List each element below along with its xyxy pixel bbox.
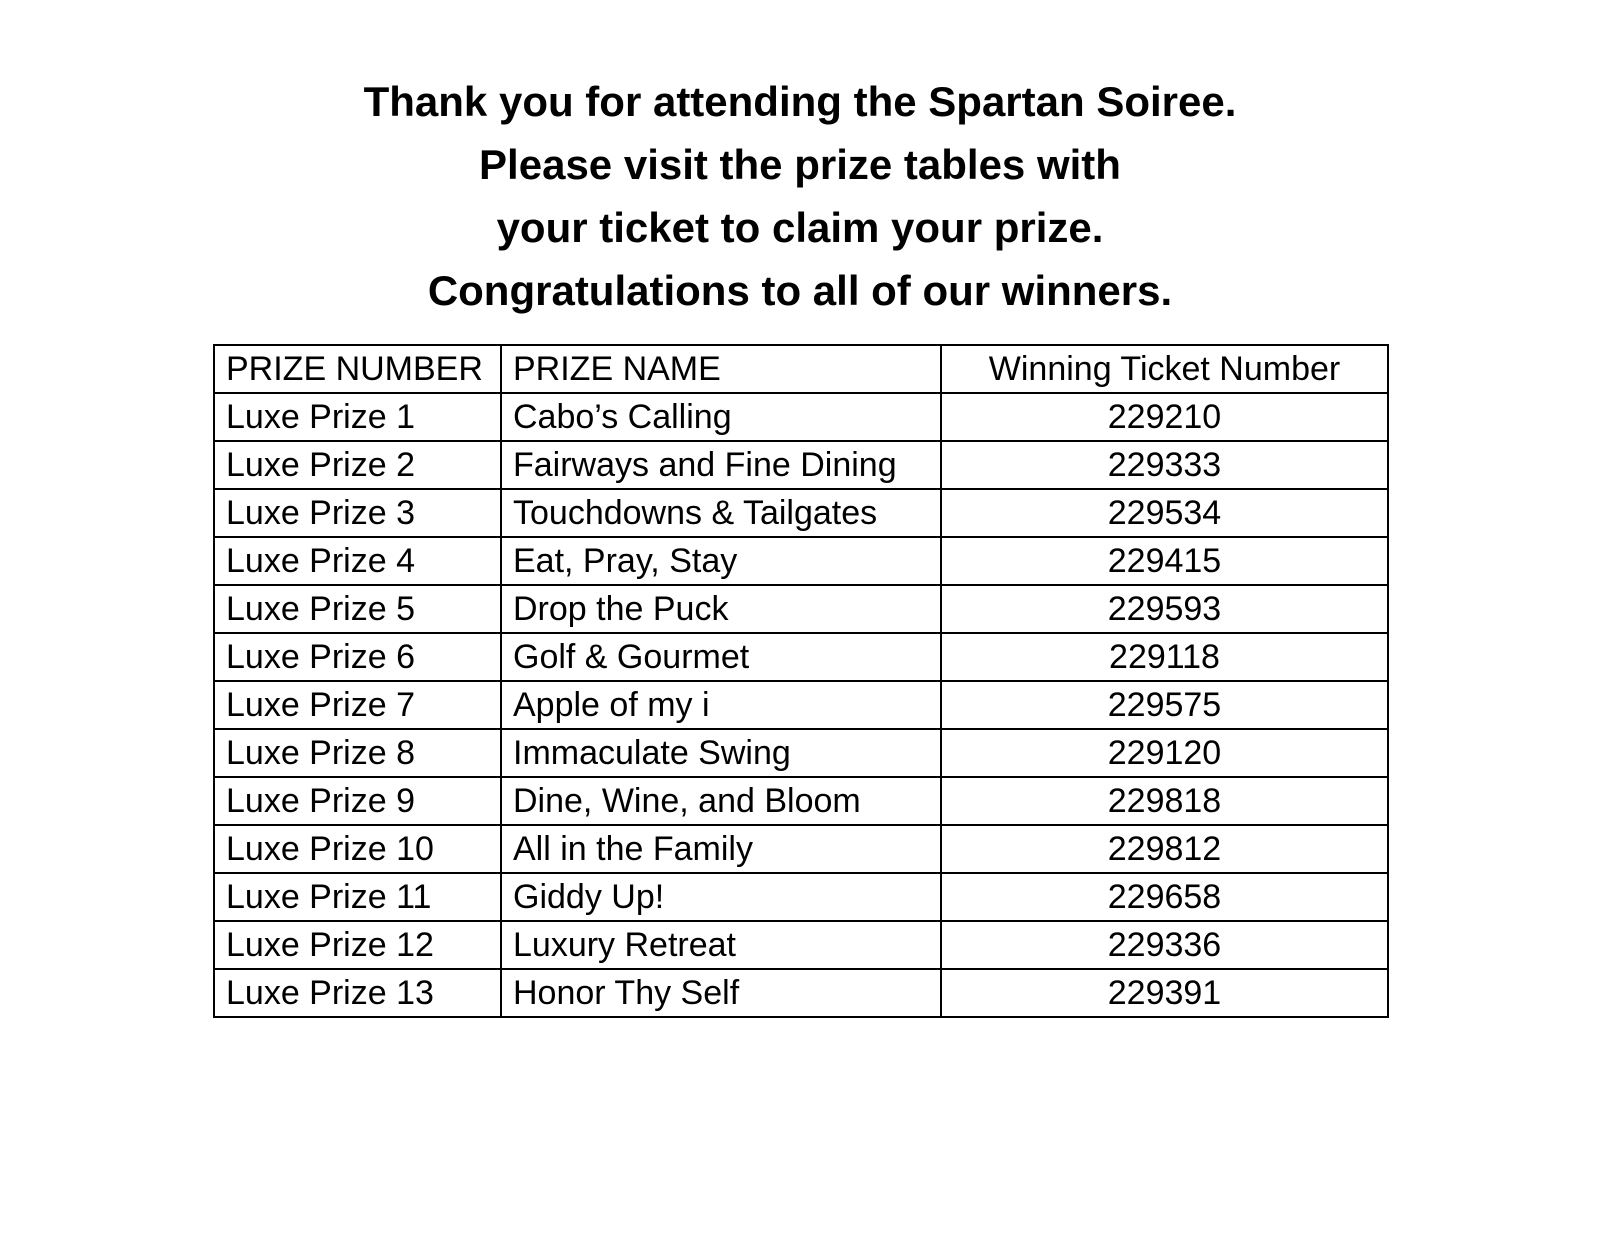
heading-line: Please visit the prize tables with (479, 141, 1121, 188)
prize-name-cell: Immaculate Swing (501, 729, 941, 777)
prize-name-cell: Dine, Wine, and Bloom (501, 777, 941, 825)
winning-ticket-cell: 229120 (941, 729, 1388, 777)
prize-number-cell: Luxe Prize 12 (214, 921, 501, 969)
table-body (214, 393, 1388, 1017)
prize-number-cell: Luxe Prize 6 (214, 633, 501, 681)
table-row (214, 969, 1388, 1017)
winning-ticket-cell: 229415 (941, 537, 1388, 585)
heading-line: your ticket to claim your prize. (496, 204, 1104, 251)
table-row (214, 921, 1388, 969)
prize-name-cell: All in the Family (501, 825, 941, 873)
winning-ticket-cell: 229812 (941, 825, 1388, 873)
table-row (214, 681, 1388, 729)
prize-number-cell: Luxe Prize 1 (214, 393, 501, 441)
table-row (214, 537, 1388, 585)
table-row (214, 633, 1388, 681)
prize-name-cell: Eat, Pray, Stay (501, 537, 941, 585)
prize-name-cell: Honor Thy Self (501, 969, 941, 1017)
prize-name-cell: Fairways and Fine Dining (501, 441, 941, 489)
table-row (214, 441, 1388, 489)
winning-ticket-cell: 229593 (941, 585, 1388, 633)
table-row (214, 777, 1388, 825)
heading-line: Thank you for attending the Spartan Soiree. (363, 78, 1237, 125)
winning-ticket-cell: 229658 (941, 873, 1388, 921)
prize-name-cell: Giddy Up! (501, 873, 941, 921)
winning-ticket-cell: 229336 (941, 921, 1388, 969)
table-row (214, 489, 1388, 537)
prize-name-cell: Cabo’s Calling (501, 393, 941, 441)
table-row (214, 873, 1388, 921)
prize-number-cell: Luxe Prize 7 (214, 681, 501, 729)
table-row (214, 585, 1388, 633)
prize-name-cell: Golf & Gourmet (501, 633, 941, 681)
header-prize-number: PRIZE NUMBER (214, 345, 501, 393)
heading-line: Congratulations to all of our winners. (427, 267, 1173, 314)
winning-ticket-cell: 229118 (941, 633, 1388, 681)
table-header-row (214, 345, 1388, 393)
prize-number-cell: Luxe Prize 5 (214, 585, 501, 633)
prize-number-cell: Luxe Prize 4 (214, 537, 501, 585)
prize-number-cell: Luxe Prize 11 (214, 873, 501, 921)
prize-number-cell: Luxe Prize 9 (214, 777, 501, 825)
winning-ticket-cell: 229391 (941, 969, 1388, 1017)
prize-name-cell: Apple of my i (501, 681, 941, 729)
winning-ticket-cell: 229210 (941, 393, 1388, 441)
prize-name-cell: Touchdowns & Tailgates (501, 489, 941, 537)
page-heading (0, 70, 1600, 322)
header-winning-ticket-number: Winning Ticket Number (941, 345, 1388, 393)
prize-number-cell: Luxe Prize 2 (214, 441, 501, 489)
winning-ticket-cell: 229333 (941, 441, 1388, 489)
prize-number-cell: Luxe Prize 10 (214, 825, 501, 873)
prize-name-cell: Drop the Puck (501, 585, 941, 633)
prize-number-cell: Luxe Prize 8 (214, 729, 501, 777)
winning-ticket-cell: 229575 (941, 681, 1388, 729)
prize-winners-table (213, 344, 1389, 1018)
table-row (214, 393, 1388, 441)
prize-number-cell: Luxe Prize 13 (214, 969, 501, 1017)
winning-ticket-cell: 229818 (941, 777, 1388, 825)
table-row (214, 825, 1388, 873)
winning-ticket-cell: 229534 (941, 489, 1388, 537)
prize-number-cell: Luxe Prize 3 (214, 489, 501, 537)
table-row (214, 729, 1388, 777)
prize-name-cell: Luxury Retreat (501, 921, 941, 969)
header-prize-name: PRIZE NAME (501, 345, 941, 393)
